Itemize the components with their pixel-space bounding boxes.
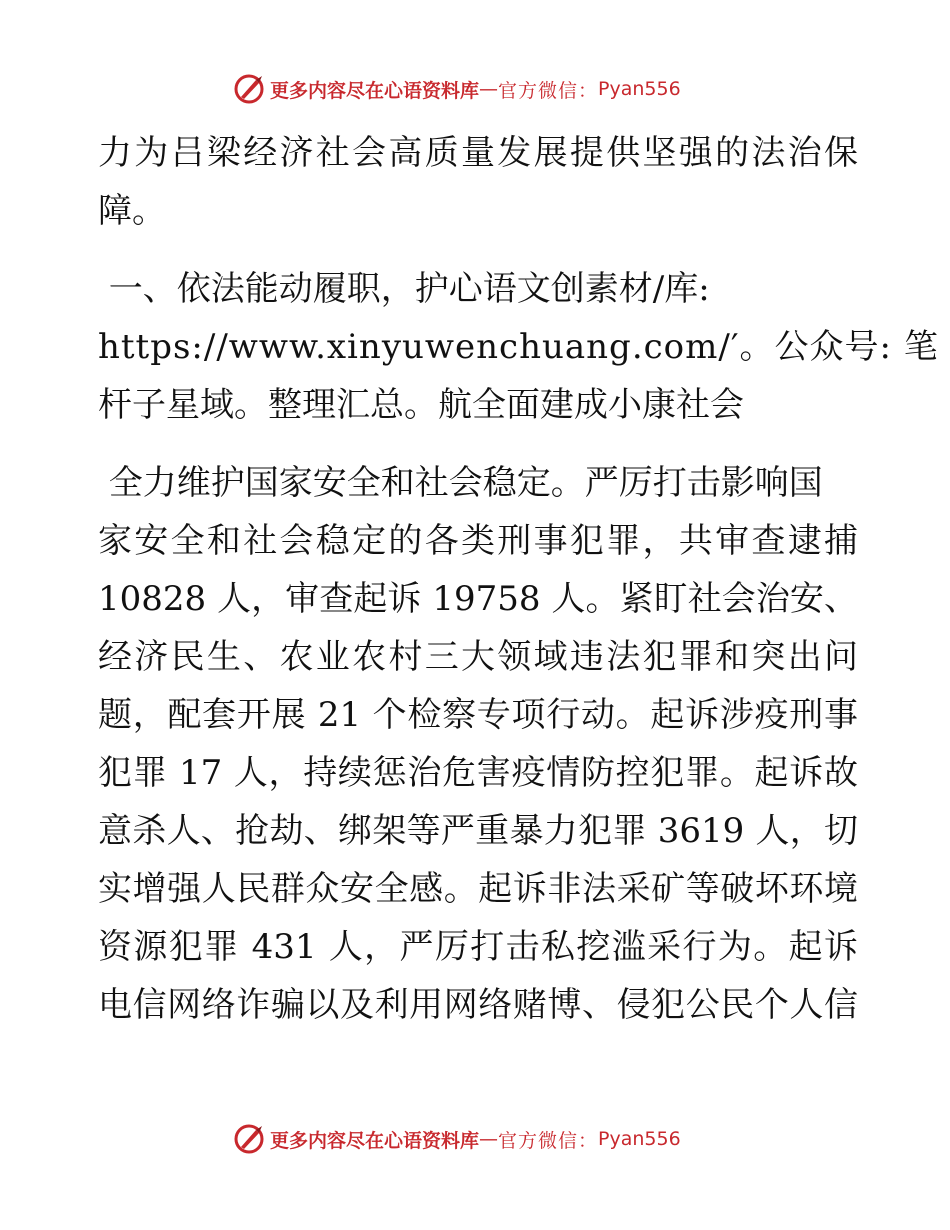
quill-logo-icon (232, 72, 266, 106)
text-line: 经济民生、农业农村三大领域违法犯罪和突出问 (98, 637, 858, 677)
banner-dash: — (479, 1128, 499, 1150)
banner-official-text: 官方微信： (498, 79, 599, 102)
text-line: 家安全和社会稳定的各类刑事犯罪，共审查逮捕 (98, 521, 858, 561)
banner-library-text: 更多内容尽在心语资料库 (270, 1129, 480, 1152)
text-line: 犯罪 17 人，持续惩治危害疫情防控犯罪。起诉故 (98, 753, 858, 793)
banner-wechat-id: Pyan556 (598, 1128, 681, 1150)
text-line: 一、依法能动履职，护心语文创素材/库: (98, 269, 710, 309)
text-line: 力为吕梁经济社会高质量发展提供坚强的法治保 (98, 133, 858, 173)
text-line: 障。 (98, 191, 166, 231)
text-line: 意杀人、抢劫、绑架等严重暴力犯罪 3619 人，切 (98, 811, 858, 851)
banner-library-text: 更多内容尽在心语资料库 (270, 79, 480, 102)
text-line: 资源犯罪 431 人，严厉打击私挖滥采行为。起诉 (98, 927, 858, 967)
text-line: 电信网络诈骗以及利用网络赌博、侵犯公民个人信 (98, 985, 858, 1025)
url-line: https://www.xinyuwenchuang.com/′。公众号: 笔 (98, 327, 939, 367)
text-line: 10828 人，审查起诉 19758 人。紧盯社会治安、 (98, 579, 858, 619)
text-line: 题，配套开展 21 个检察专项行动。起诉涉疫刑事 (98, 695, 858, 735)
text-line: 全力维护国家安全和社会稳定。严厉打击影响国 (98, 463, 823, 503)
text-line: 杆子星域。整理汇总。航全面建成小康社会 (98, 385, 744, 425)
text-line: 实增强人民群众安全感。起诉非法采矿等破坏环境 (98, 869, 858, 909)
banner-dash: — (479, 78, 499, 100)
banner-wechat-id: Pyan556 (598, 78, 681, 100)
document-body (98, 124, 939, 1034)
header-watermark-banner (232, 72, 681, 106)
quill-logo-icon (232, 1122, 266, 1156)
footer-watermark-banner (232, 1122, 681, 1156)
banner-official-text: 官方微信： (498, 1129, 599, 1152)
